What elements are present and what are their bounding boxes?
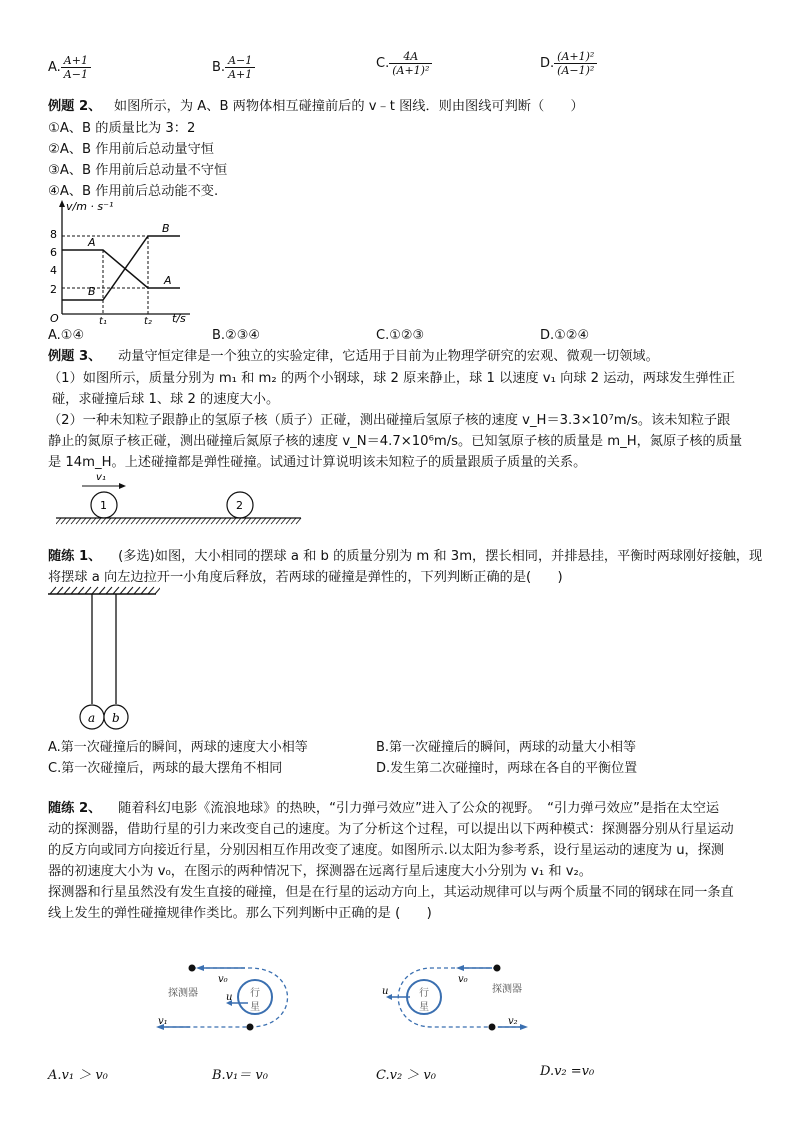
hatch-line: [181, 518, 186, 524]
hatch-line: [161, 518, 166, 524]
label-a-after: A: [164, 274, 172, 287]
v0-label-1: v₀: [218, 974, 228, 985]
pr1-line-2: 将摆球 a 向左边拉开一小角度后释放，若两球的碰撞是弹性的，下列判断正确的是( ): [48, 570, 563, 585]
x-axis-label: t/s: [172, 312, 186, 325]
ball-b-label: b: [112, 711, 120, 725]
pr2-option-d[interactable]: D.v₂ =v₀: [540, 1064, 595, 1079]
hatch-line: [186, 518, 191, 524]
hatch-line: [120, 587, 126, 594]
ex3-p2a: （2）一种未知粒子跟静止的氢原子核（质子）正碰，测出碰撞后氢原子核的速度 v_H＝3.3×10⁷m/s。该未知粒子跟: [48, 413, 731, 428]
hatch-line: [71, 587, 77, 594]
hatch-line: [127, 587, 133, 594]
planet-2-char2: 星: [419, 1002, 429, 1013]
pr2-line-2: 动的探测器，借助行星的引力来改变自己的速度。为了分析这个过程，可以提出以下两种模式：探测器分别从行星运动: [48, 822, 734, 837]
hatch-line: [91, 518, 96, 524]
ex2-item-2: ②A、B 作用前后总动量守恒: [48, 142, 214, 157]
hatch-line: [86, 518, 91, 524]
pr1-option-d[interactable]: D.发生第二次碰撞时，两球在各自的平衡位置: [376, 761, 638, 776]
pr2-line-6: 线上发生的弹性碰撞规律作类比。那么下列判断中正确的是 ( ): [48, 906, 432, 921]
v2-label: v₂: [508, 1016, 518, 1027]
hatch-line: [251, 518, 256, 524]
hatch-line: [57, 587, 63, 594]
ex3-balls-figure: [56, 468, 306, 530]
hatch-line: [96, 518, 101, 524]
pr1-option-a[interactable]: A.第一次碰撞后的瞬间，两球的速度大小相等: [48, 740, 308, 755]
ball-a-label: a: [88, 711, 96, 725]
pr1-option-c[interactable]: C.第一次碰撞后，两球的最大摆角不相同: [48, 761, 283, 776]
ex3-stem: 动量守恒定律是一个独立的实验定律，它适用于目前为止物理学研究的宏观、微观一切领域。: [118, 349, 659, 364]
pr1-line-1: 随练 1、 (多选)如图，大小相同的摆球 a 和 b 的质量分别为 m 和 3m，摆长相同，并排悬挂，平衡时两球刚好接触，现: [48, 549, 763, 564]
hatch-line: [50, 587, 56, 594]
hatch-line: [56, 518, 61, 524]
ex2-title: 例题 2、: [48, 99, 102, 114]
hatch-line: [61, 518, 66, 524]
ball-1-label: 1: [100, 499, 107, 512]
hatch-line: [271, 518, 276, 524]
pr2-option-b[interactable]: B.v₁＝ v₀: [212, 1068, 268, 1083]
hatch-line: [291, 518, 296, 524]
ex2-option-b[interactable]: B.②③④: [212, 328, 261, 343]
ex3-p1a: （1）如图所示，质量分别为 m₁ 和 m₂ 的两个小钢球，球 2 原来静止，球 1 以速度 v₁ 向球 2 运动，两球发生弹性正: [48, 371, 736, 386]
pr2-line-5: 探测器和行星虽然没有发生直接的碰撞，但是在行星的运动方向上，其运动规律可以与两个质量不同的钢球在同一条直: [48, 885, 734, 900]
v0-label-2: v₀: [458, 974, 468, 985]
probe-end-1: [247, 1024, 254, 1031]
hatch-line: [136, 518, 141, 524]
pr2-option-c[interactable]: C.v₂ ＞ v₀: [376, 1068, 436, 1083]
probe-start-1: [189, 965, 196, 972]
label-a-before: A: [88, 236, 96, 249]
ytick-8: 8: [50, 228, 57, 241]
u-label-1: u: [226, 992, 233, 1003]
hatch-line: [226, 518, 231, 524]
ground-hatching: [56, 518, 301, 524]
pendulum-figure: [48, 584, 160, 734]
v2-arrowhead: [520, 1024, 528, 1030]
option-b[interactable]: B. $\frac{A-1}{A+1}$: [212, 54, 255, 81]
planet-1-char1: 行: [250, 988, 260, 999]
hatch-line: [113, 587, 119, 594]
ytick-2: 2: [50, 283, 57, 296]
ball-2-label: 2: [236, 499, 243, 512]
probe-end-2: [489, 1024, 496, 1031]
pr2-line-1: 随练 2、 随着科幻电影《流浪地球》的热映，“引力弹弓效应”进入了公众的视野。 “引力弹弓效应”是指在太空运: [48, 801, 720, 816]
hatch-line: [201, 518, 206, 524]
ytick-6: 6: [50, 246, 57, 259]
hatch-line: [101, 518, 106, 524]
y-axis-label: v/m · s⁻¹: [66, 200, 114, 213]
hatch-line: [206, 518, 211, 524]
planet-1-char2: 星: [250, 1002, 260, 1013]
ex3-title: 例题 3、: [48, 349, 102, 364]
line-b: [62, 236, 180, 300]
hatch-line: [99, 587, 105, 594]
hatch-line: [266, 518, 271, 524]
pr2-title: 随练 2、: [48, 801, 102, 816]
label-b-after: B: [162, 222, 170, 235]
hatch-line: [155, 587, 160, 594]
ex2-item-4: ④A、B 作用前后总动能不变.: [48, 184, 219, 199]
hatch-line: [156, 518, 161, 524]
hatch-line: [141, 587, 147, 594]
pr2-line-4: 器的初速度大小为 v₀，在图示的两种情况下，探测器在远离行星后速度大小分别为 v₁ 和 v₂。: [48, 864, 592, 879]
pr1-title: 随练 1、: [48, 549, 102, 564]
hatch-line: [121, 518, 126, 524]
hatch-line: [231, 518, 236, 524]
ytick-4: 4: [50, 264, 57, 277]
ceiling-hatching: [50, 587, 160, 594]
hatch-line: [66, 518, 71, 524]
pr1-option-b[interactable]: B.第一次碰撞后的瞬间，两球的动量大小相等: [376, 740, 637, 755]
hatch-line: [78, 587, 84, 594]
ex2-option-d[interactable]: D.①②④: [540, 328, 590, 343]
hatch-line: [246, 518, 251, 524]
ex2-option-c[interactable]: C.①②③: [376, 328, 425, 343]
pr2-option-a[interactable]: A.v₁ ＞ v₀: [48, 1068, 108, 1083]
v1-arrow-head: [119, 483, 126, 489]
u-label-2: u: [382, 986, 389, 997]
option-d[interactable]: D. $\frac{\text{(A+1)²}}{\text{(A−1)²}}$: [540, 50, 597, 77]
hatch-line: [92, 587, 98, 594]
hatch-line: [126, 518, 131, 524]
ex2-stem-line: [48, 98, 584, 116]
option-c[interactable]: C. $\frac{4A}{\text{(A+1)²}}$: [376, 50, 432, 77]
hatch-line: [76, 518, 81, 524]
planet-2-char1: 行: [419, 988, 429, 999]
probe-label-1: 探测器: [168, 988, 198, 999]
label-b-before: B: [88, 285, 96, 298]
hatch-line: [296, 518, 301, 524]
hatch-line: [71, 518, 76, 524]
probe-label-2: 探测器: [492, 984, 522, 995]
hatch-line: [216, 518, 221, 524]
ex2-option-a[interactable]: A.①④: [48, 328, 85, 343]
ex2-item-1: ①A、B 的质量比为 3：2: [48, 121, 196, 136]
hatch-line: [64, 587, 70, 594]
hatch-line: [131, 518, 136, 524]
slingshot-figure-1: [150, 960, 310, 1040]
hatch-line: [166, 518, 171, 524]
hatch-line: [241, 518, 246, 524]
hatch-line: [281, 518, 286, 524]
pr2-line-3: 的反方向或同方向接近行星，分别因相互作用改变了速度。如图所示.以太阳为参考系，设行星运动的速度为 u，探测: [48, 843, 725, 858]
xtick-t2: t₂: [144, 316, 152, 326]
hatch-line: [106, 587, 112, 594]
hatch-line: [221, 518, 226, 524]
hatch-line: [256, 518, 261, 524]
ex2-item-3: ③A、B 作用前后总动量不守恒: [48, 163, 228, 178]
vt-graph: [48, 198, 218, 326]
ex3-stem-line: [48, 348, 659, 366]
hatch-line: [261, 518, 266, 524]
ex3-p2c: 是 14m_H。上述碰撞都是弹性碰撞。试通过计算说明该未知粒子的质量跟质子质量的关系。: [48, 455, 587, 470]
hatch-line: [148, 587, 154, 594]
option-a[interactable]: A. $\frac{A+1}{A-1}$: [48, 54, 91, 81]
hatch-line: [171, 518, 176, 524]
line-a: [62, 250, 180, 288]
hatch-line: [236, 518, 241, 524]
hatch-line: [146, 518, 151, 524]
slingshot-figure-2: [372, 960, 542, 1040]
hatch-line: [134, 587, 140, 594]
hatch-line: [141, 518, 146, 524]
hatch-line: [176, 518, 181, 524]
v0-arrowhead-1: [196, 965, 204, 971]
xtick-t1: t₁: [99, 316, 107, 326]
hatch-line: [85, 587, 91, 594]
ex2-stem: 如图所示，为 A、B 两物体相互碰撞前后的 v﹣t 图线．则由图线可判断（ ）: [113, 99, 584, 114]
probe-start-2: [494, 965, 501, 972]
hatch-line: [196, 518, 201, 524]
hatch-line: [211, 518, 216, 524]
hatch-line: [151, 518, 156, 524]
hatch-line: [81, 518, 86, 524]
hatch-line: [111, 518, 116, 524]
y-axis-arrow: [59, 200, 65, 207]
hatch-line: [286, 518, 291, 524]
ex3-p2b: 静止的氮原子核正碰，测出碰撞后氮原子核的速度 v_N＝4.7×10⁶m/s。已知氢原子核的质量是 m_H，氮原子核的质量: [48, 434, 743, 449]
v1-label: v₁: [158, 1016, 168, 1027]
hatch-line: [106, 518, 111, 524]
v1-label: v₁: [96, 472, 106, 483]
hatch-line: [276, 518, 281, 524]
ex3-p1b: 碰，求碰撞后球 1、球 2 的速度大小。: [52, 392, 280, 407]
hatch-line: [191, 518, 196, 524]
origin-label: O: [50, 312, 59, 325]
hatch-line: [116, 518, 121, 524]
v0-arrowhead-2: [456, 965, 464, 971]
